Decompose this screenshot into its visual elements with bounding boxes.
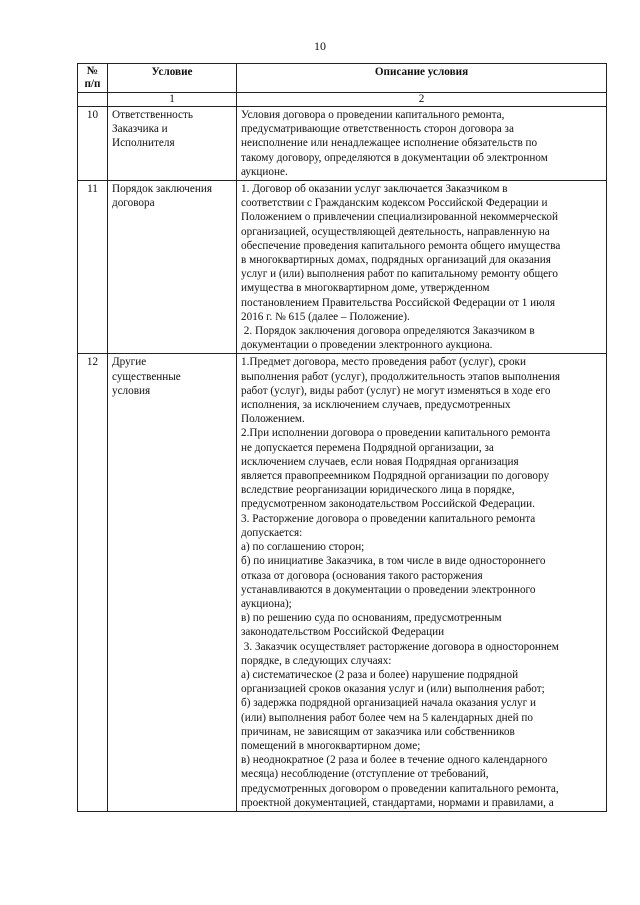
description-line: Положением о привлечении специализированной некоммерческой (241, 211, 558, 224)
header-number-line2: п/п (84, 78, 101, 90)
description-line: (или) выполнения работ более чем на 5 календарных дней по (241, 711, 533, 724)
description-line: предусмотренном законодательством Российской Федерации. (241, 498, 535, 511)
condition-line: существенные (112, 370, 181, 383)
description-line: 2.При исполнении договора о проведении капитального ремонта (241, 427, 551, 440)
description-line: а) по соглашению сторон; (241, 541, 365, 554)
condition-line: Порядок заключения (112, 183, 212, 196)
description-line: б) по инициативе Заказчика, в том числе в виде одностороннего (241, 555, 546, 568)
description-line: имущества в многоквартирном доме, утвержденном (241, 282, 490, 295)
description-line: устанавливаются в документации о проведении электронного (241, 583, 536, 596)
description-line: организацией сроков оказания услуг и (или) выполнения работ; (241, 683, 545, 696)
table-header-row (78, 64, 607, 93)
description-line: аукциона); (241, 597, 292, 610)
index-cell-empty (78, 93, 108, 107)
description-line: 3. Расторжение договора о проведении капитального ремонта (241, 512, 536, 525)
description-line: организацией, осуществляющей деятельность, направленную на (241, 225, 550, 238)
description-line: такому договору, определяются в документации об электронном (241, 151, 548, 164)
row-number: 10 (78, 107, 108, 181)
description-line: вследствие реорганизации юридического лица в порядке, (241, 484, 515, 497)
description-line: обеспечение проведения капитального ремонта общего имущества (241, 239, 561, 252)
page-number: 10 (314, 39, 326, 53)
column-index-row (78, 93, 607, 107)
row-number: 12 (78, 354, 108, 812)
row-condition (108, 107, 237, 181)
header-condition: Условие (108, 64, 237, 93)
description-line: Положением. (241, 413, 305, 426)
description-line: 1. Договор об оказании услуг заключается Заказчиком в (241, 183, 508, 196)
table-row (78, 354, 607, 812)
row-description (237, 181, 607, 354)
description-line: Условия договора о проведении капитального ремонта, (241, 109, 505, 121)
condition-line: Ответственность (112, 109, 194, 121)
row-description (237, 354, 607, 812)
description-line: предусматривающие ответственность сторон договора за (241, 123, 514, 136)
condition-line: Исполнителя (112, 137, 175, 150)
conditions-table (77, 63, 607, 812)
description-line: соответствии с Гражданским кодексом Российской Федерации и (241, 197, 548, 210)
description-line: месяца) несоблюдение (отступление от требований, (241, 768, 489, 781)
description-line: 1.Предмет договора, место проведения работ (услуг), сроки (241, 356, 526, 369)
description-line: в) неоднократное (2 раза и более в течение одного календарного (241, 754, 548, 767)
description-line: является правопреемником Подрядной организации по договору (241, 470, 550, 483)
description-line: исполнения, за исключением случаев, предусмотренных (241, 399, 511, 412)
description-line: 2. Порядок заключения договора определяются Заказчиком в (241, 325, 535, 338)
description-line: причинам, не зависящим от заказчика или собственников (241, 725, 515, 738)
description-line: в) по решению суда по основаниям, предусмотренным (241, 612, 502, 625)
description-line: аукционе. (241, 165, 288, 178)
description-line: не допускается перемена Подрядной организации, за (241, 441, 494, 454)
description-line: порядке, в следующих случаях: (241, 654, 392, 667)
description-line: отказа от договора (основания такого расторжения (241, 569, 483, 582)
row-description (237, 107, 607, 181)
description-line: а) систематическое (2 раза и более) нарушение подрядной (241, 668, 519, 681)
description-line: работ (услуг), виды работ (услуг) не могут изменяться в ходе его (241, 384, 551, 397)
description-line: документации о проведении электронного аукциона. (241, 339, 493, 352)
description-line: постановлением Правительства Российской Федерации от 1 июля (241, 296, 555, 309)
row-condition (108, 354, 237, 812)
condition-line: Заказчика и (112, 123, 168, 136)
condition-line: условия (112, 384, 151, 397)
table-row (78, 181, 607, 354)
description-line: предусмотренных договором о проведении капитального ремонта, (241, 782, 559, 795)
description-line: исключением случаев, если новая Подрядная организация (241, 455, 519, 468)
description-line: помещений в многоквартирном доме; (241, 739, 421, 752)
header-description: Описание условия (237, 64, 607, 93)
row-number: 11 (78, 181, 108, 354)
row-condition (108, 181, 237, 354)
description-line: 2016 г. № 615 (далее – Положение). (241, 310, 410, 323)
index-cell-1: 1 (108, 93, 237, 107)
description-line: проектной документацией, стандартами, нормами и правилами, а (241, 796, 554, 809)
condition-line: Другие (112, 356, 147, 369)
description-line: 3. Заказчик осуществляет расторжение договора в одностороннем (241, 640, 559, 653)
condition-line: договора (112, 197, 155, 210)
description-line: в многоквартирных домах, подрядных организаций для оказания (241, 254, 551, 267)
header-number (78, 64, 108, 93)
description-line: неисполнение или ненадлежащее исполнение обязательств по (241, 137, 538, 150)
description-line: законодательством Российской Федерации (241, 626, 445, 639)
description-line: б) задержка подрядной организацией начала оказания услуг и (241, 697, 536, 710)
table-row (78, 107, 607, 181)
index-cell-2: 2 (237, 93, 607, 107)
description-line: услуг и (или) выполнения работ по капитальному ремонту общего (241, 268, 558, 281)
description-line: выполнения работ (услуг), продолжительность этапов выполнения (241, 370, 561, 383)
header-number-line1: № (86, 65, 99, 77)
description-line: допускается: (241, 526, 303, 539)
